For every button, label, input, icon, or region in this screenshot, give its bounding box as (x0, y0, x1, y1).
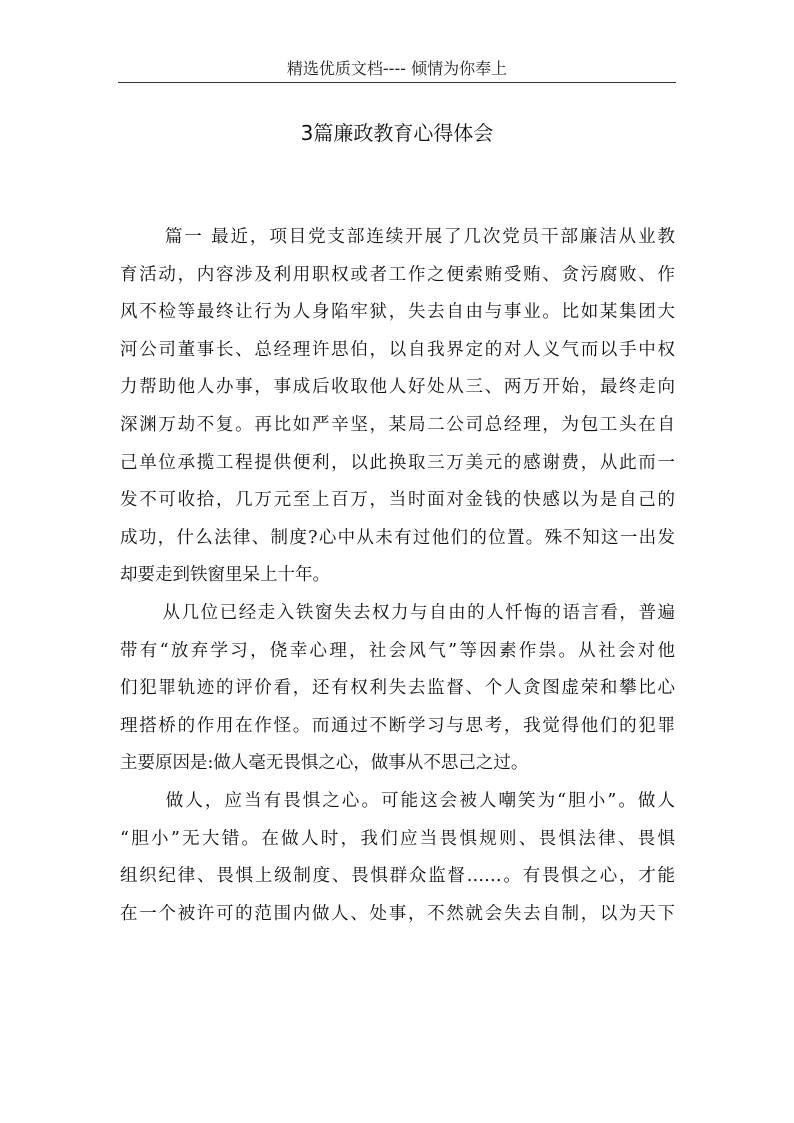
text-line: 篇一 最近，项目党支部连续开展了几次党员干部廉洁从业教 (120, 227, 675, 247)
text-line: 做人，应当有畏惧之心。可能这会被人嘲笑为“胆小”。做人 (120, 790, 675, 811)
paragraph-2 (120, 595, 675, 783)
text-line: 深渊万劫不复。再比如严辛坚，某局二公司总经理，为包工头在自 (120, 414, 675, 435)
text-line: 发不可收拾，几万元至上百万，当时面对金钱的快感以为是自己的 (120, 490, 675, 511)
paragraph-3 (120, 783, 675, 933)
text-line: 风不检等最终让行为人身陷牢狱，失去自由与事业。比如某集团大 (120, 302, 675, 323)
text-line: 带有“放弃学习，侥幸心理，社会风气”等因素作祟。从社会对他 (120, 640, 675, 661)
text-line: 组织纪律、畏惧上级制度、畏惧群众监督……。有畏惧之心，才能 (120, 866, 675, 887)
text-line: 育活动，内容涉及利用职权或者工作之便索贿受贿、贪污腐败、作 (120, 264, 675, 285)
text-line: “胆小”无大错。在做人时，我们应当畏惧规则、畏惧法律、畏惧 (120, 828, 675, 849)
text-line: 在一个被许可的范围内做人、处事，不然就会失去自制，以为天下 (120, 903, 675, 924)
text-line: 们犯罪轨迹的评价看，还有权利失去监督、个人贪图虚荣和攀比心 (120, 678, 675, 699)
document-body (120, 219, 675, 933)
page-header: 精选优质文档---- 倾情为你奉上 (286, 59, 508, 78)
text-line: 成功，什么法律、制度?心中从未有过他们的位置。殊不知这一出发 (120, 527, 675, 548)
text-line: 从几位已经走入铁窗失去权力与自由的人忏悔的语言看，普遍 (120, 602, 675, 623)
text-line: 力帮助他人办事，事成后收取他人好处从三、两万开始，最终走向 (120, 377, 675, 398)
text-line: 己单位承揽工程提供便利，以此换取三万美元的感谢费，从此而一 (120, 452, 675, 473)
header-divider (118, 82, 676, 83)
text-line: 主要原因是:做人毫无畏惧之心，做事从不思己之过。 (120, 753, 529, 774)
paragraph-1 (120, 219, 675, 595)
document-title: 3篇廉政教育心得体会 (300, 121, 494, 145)
text-line: 却要走到铁窗里呆上十年。 (120, 565, 330, 586)
text-line: 理搭桥的作用在作怪。而通过不断学习与思考，我觉得他们的犯罪 (120, 715, 675, 736)
text-line: 河公司董事长、总经理许思伯，以自我界定的对人义气而以手中权 (120, 339, 675, 360)
